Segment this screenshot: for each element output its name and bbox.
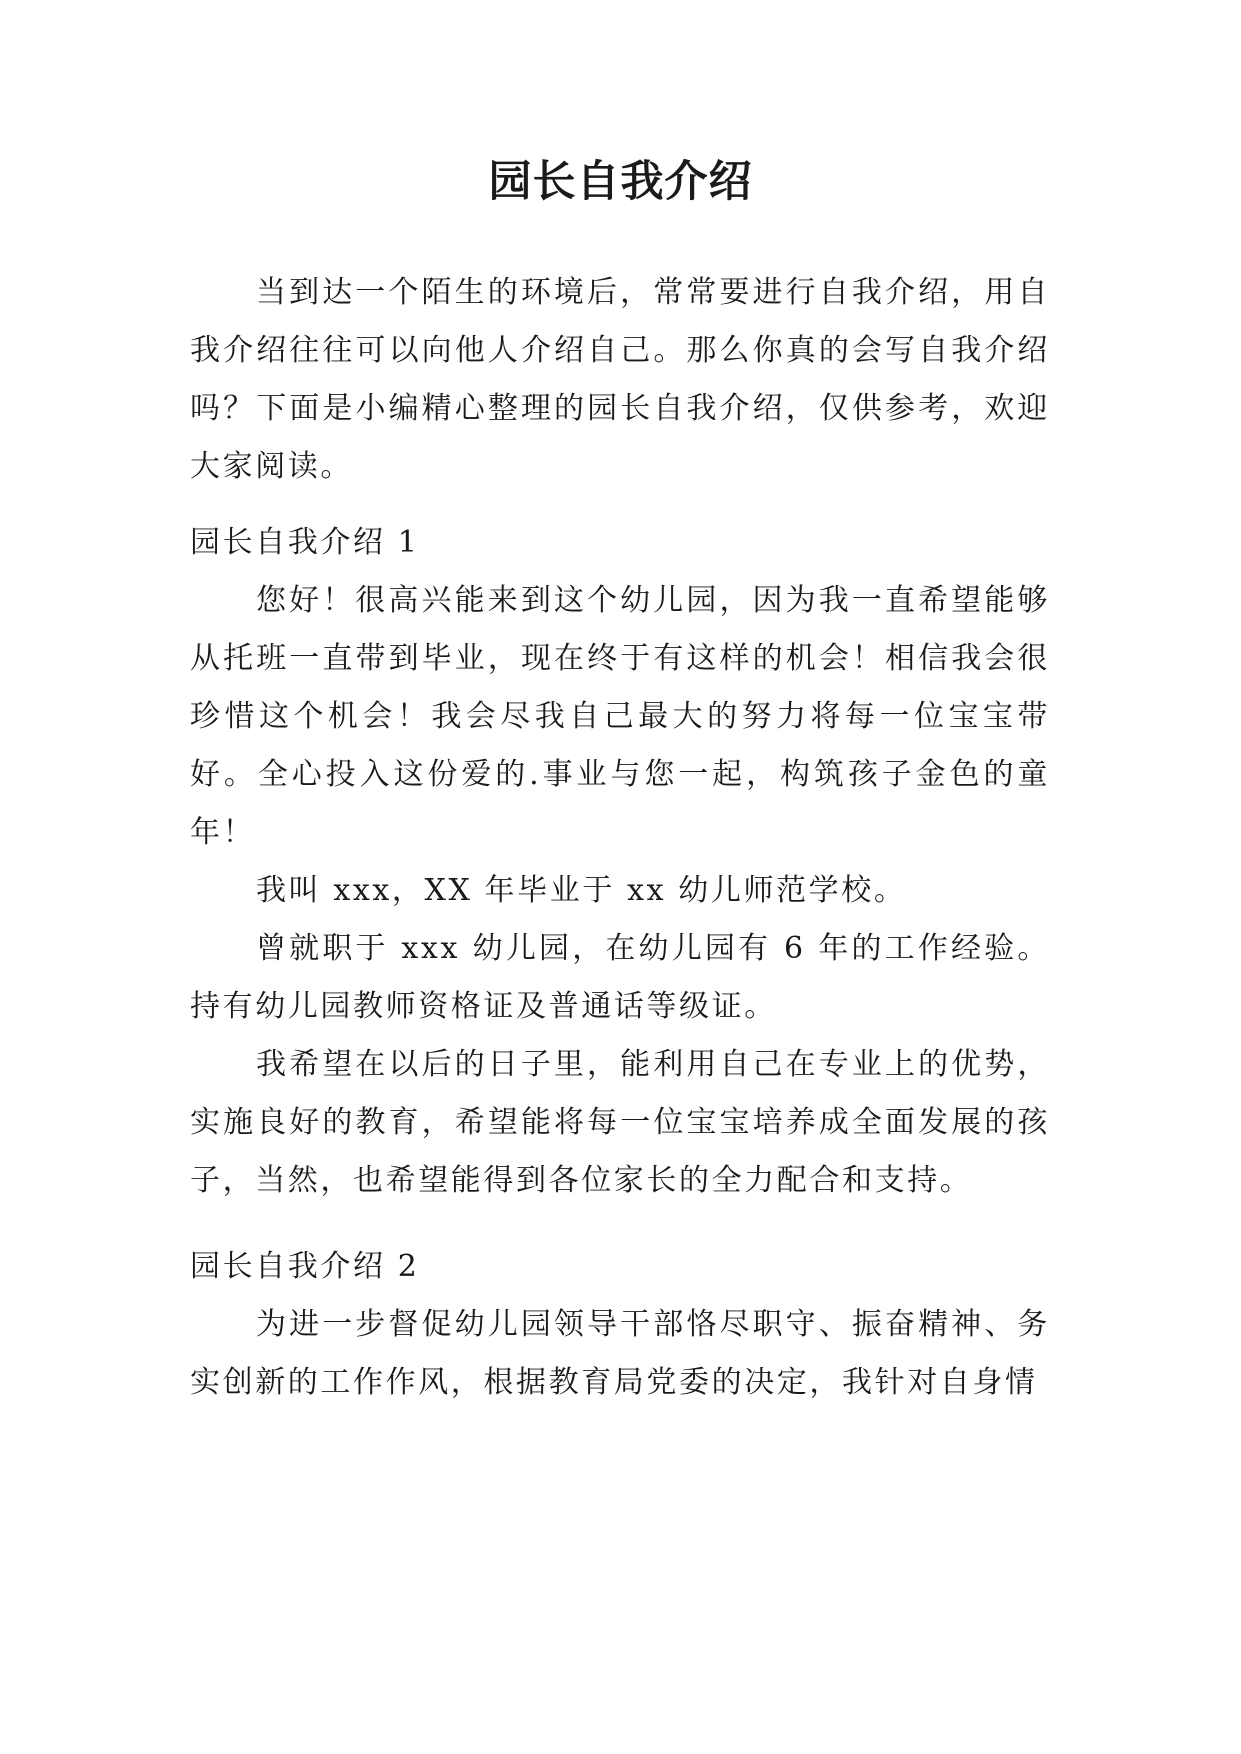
section-heading: 园长自我介绍 1: [190, 525, 420, 560]
intro-block: [190, 264, 1050, 496]
section-paragraph: 为进一步督促幼儿园领导干部恪尽职守、振奋精神、务实创新的工作作风，根据教育局党委的决定，我针对自身情: [190, 1307, 1050, 1400]
intro-paragraph: 当到达一个陌生的环境后，常常要进行自我介绍，用自我介绍往往可以向他人介绍自己。那么你真的会写自我介绍吗？下面是小编精心整理的园长自我介绍，仅供参考，欢迎大家阅读。: [190, 275, 1050, 484]
section-1: [190, 514, 1050, 1210]
section-2: [190, 1238, 1050, 1412]
section-paragraph: 我叫 xxx，XX 年毕业于 xx 幼儿师范学校。: [256, 873, 907, 908]
section-paragraph: 您好！很高兴能来到这个幼儿园，因为我一直希望能够从托班一直带到毕业，现在终于有这样的机会！相信我会很珍惜这个机会！我会尽我自己最大的努力将每一位宝宝带好。全心投入这份爱的.事业与您一起，构筑孩子金色的童年！: [190, 583, 1050, 850]
section-paragraph: 曾就职于 xxx 幼儿园，在幼儿园有 6 年的工作经验。持有幼儿园教师资格证及普通话等级证。: [190, 931, 1050, 1024]
section-paragraph: 我希望在以后的日子里，能利用自己在专业上的优势，实施良好的教育，希望能将每一位宝宝培养成全面发展的孩子，当然，也希望能得到各位家长的全力配合和支持。: [190, 1047, 1050, 1198]
section-heading: 园长自我介绍 2: [190, 1249, 420, 1284]
document-title: 园长自我介绍: [488, 157, 753, 207]
